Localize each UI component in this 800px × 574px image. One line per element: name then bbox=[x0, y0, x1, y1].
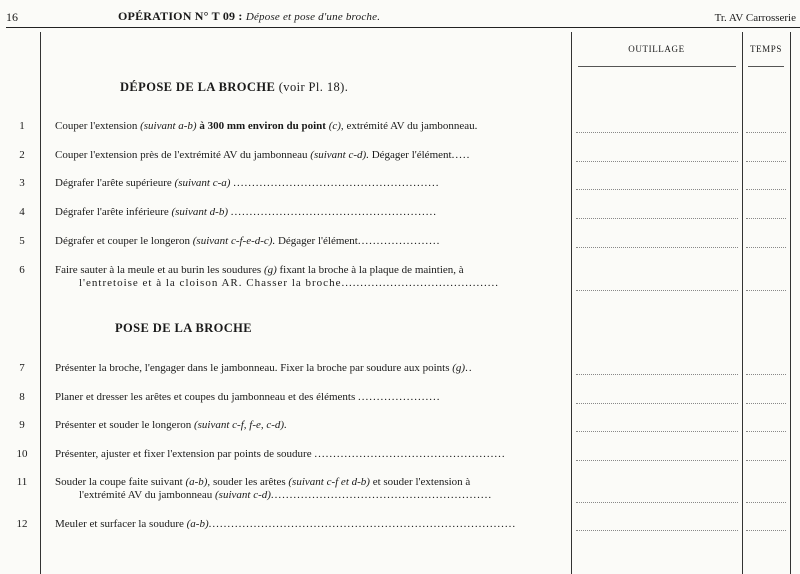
operation-title bbox=[118, 9, 380, 24]
step-text: Présenter la broche, l'engager dans le jambonneau. Fixer la broche par soudure aux points (g).. bbox=[55, 362, 473, 374]
step-text: Meuler et surfacer la soudure (a-b).................................................................................. bbox=[55, 518, 517, 530]
section-title-pose bbox=[115, 321, 252, 336]
step-number: 4 bbox=[19, 206, 25, 218]
step-text: Dégrafer l'arête supérieure (suivant c-a) ....................................................... bbox=[55, 177, 440, 189]
row-separator bbox=[746, 247, 786, 248]
step-number: 1 bbox=[19, 120, 25, 132]
row-separator bbox=[576, 218, 738, 219]
step-number: 2 bbox=[19, 149, 25, 161]
step-text: Dégrafer l'arête inférieure (suivant d-b) ....................................................... bbox=[55, 206, 437, 218]
row-separator bbox=[576, 290, 738, 291]
step-text: Présenter et souder le longeron (suivant c-f, f-e, c-d). bbox=[55, 419, 287, 431]
row-separator bbox=[576, 247, 738, 248]
section-title-text: POSE DE LA BROCHE bbox=[115, 321, 253, 335]
step-number: 11 bbox=[16, 476, 28, 488]
row-separator bbox=[746, 460, 786, 461]
tools-column-header: OUTILLAGE bbox=[628, 44, 685, 54]
step-text: Couper l'extension (suivant a-b) à 300 mm environ du point (c), extrémité AV du jambonneau. bbox=[55, 120, 478, 132]
time-column-border bbox=[742, 32, 743, 574]
step-number: 9 bbox=[19, 419, 25, 431]
row-separator bbox=[576, 161, 738, 162]
row-separator bbox=[576, 431, 738, 432]
step-number: 10 bbox=[16, 448, 28, 460]
step-text: Couper l'extension près de l'extrémité AV du jambonneau (suivant c-d). Dégager l'élément..... bbox=[55, 149, 471, 161]
row-separator bbox=[746, 374, 786, 375]
header-rule bbox=[6, 27, 800, 28]
page-header bbox=[0, 6, 800, 26]
row-separator bbox=[746, 161, 786, 162]
section-title-depose bbox=[120, 80, 348, 95]
row-separator bbox=[746, 132, 786, 133]
step-number: 3 bbox=[19, 177, 25, 189]
row-separator bbox=[746, 189, 786, 190]
row-separator bbox=[576, 530, 738, 531]
time-column-header: TEMPS bbox=[749, 44, 782, 54]
row-separator bbox=[746, 403, 786, 404]
step-number: 12 bbox=[16, 518, 28, 530]
page-number: 16 bbox=[6, 10, 18, 24]
step-text: Souder la coupe faite suivant (a-b), souder les arêtes (suivant c-f et d-b) et souder l'extension à l'extrémité AV du jambonneau (suivant c-d)........................................................... bbox=[55, 476, 493, 501]
step-number: 5 bbox=[19, 235, 25, 247]
row-separator bbox=[746, 218, 786, 219]
row-separator bbox=[576, 374, 738, 375]
row-separator bbox=[576, 502, 738, 503]
row-separator bbox=[746, 502, 786, 503]
row-separator bbox=[746, 530, 786, 531]
row-separator bbox=[746, 431, 786, 432]
row-separator bbox=[576, 460, 738, 461]
step-text: Présenter, ajuster et fixer l'extension par points de soudure ................................................... bbox=[55, 448, 506, 460]
right-border bbox=[790, 32, 791, 574]
step-number: 6 bbox=[19, 264, 25, 276]
row-separator bbox=[576, 189, 738, 190]
step-text: Planer et dresser les arêtes et coupes du jambonneau et des éléments ...................... bbox=[55, 391, 441, 403]
step-number: 7 bbox=[19, 362, 25, 374]
section-title-text: DÉPOSE DE LA BROCHE bbox=[120, 80, 276, 94]
row-separator bbox=[746, 290, 786, 291]
row-separator bbox=[576, 132, 738, 133]
step-text: Dégrafer et couper le longeron (suivant c-f-e-d-c). Dégager l'élément...................... bbox=[55, 235, 441, 247]
frame-left-border bbox=[40, 32, 41, 574]
section-label: Tr. AV Carrosserie bbox=[714, 12, 796, 24]
section-title-suffix: (voir Pl. 18). bbox=[278, 80, 349, 94]
step-text: Faire sauter à la meule et au burin les soudures (g) fixant la broche à la plaque de maintien, à l'entretoise et à la cloison AR. Chasser la broche.......................................... bbox=[55, 264, 499, 289]
tools-header-rule bbox=[578, 66, 736, 67]
operation-number: OPÉRATION N° T 09 : bbox=[118, 9, 243, 23]
tools-column-border bbox=[571, 32, 572, 574]
time-header-rule bbox=[748, 66, 784, 67]
row-separator bbox=[576, 403, 738, 404]
operation-subtitle: Dépose et pose d'une broche. bbox=[245, 11, 381, 23]
step-number: 8 bbox=[19, 391, 25, 403]
